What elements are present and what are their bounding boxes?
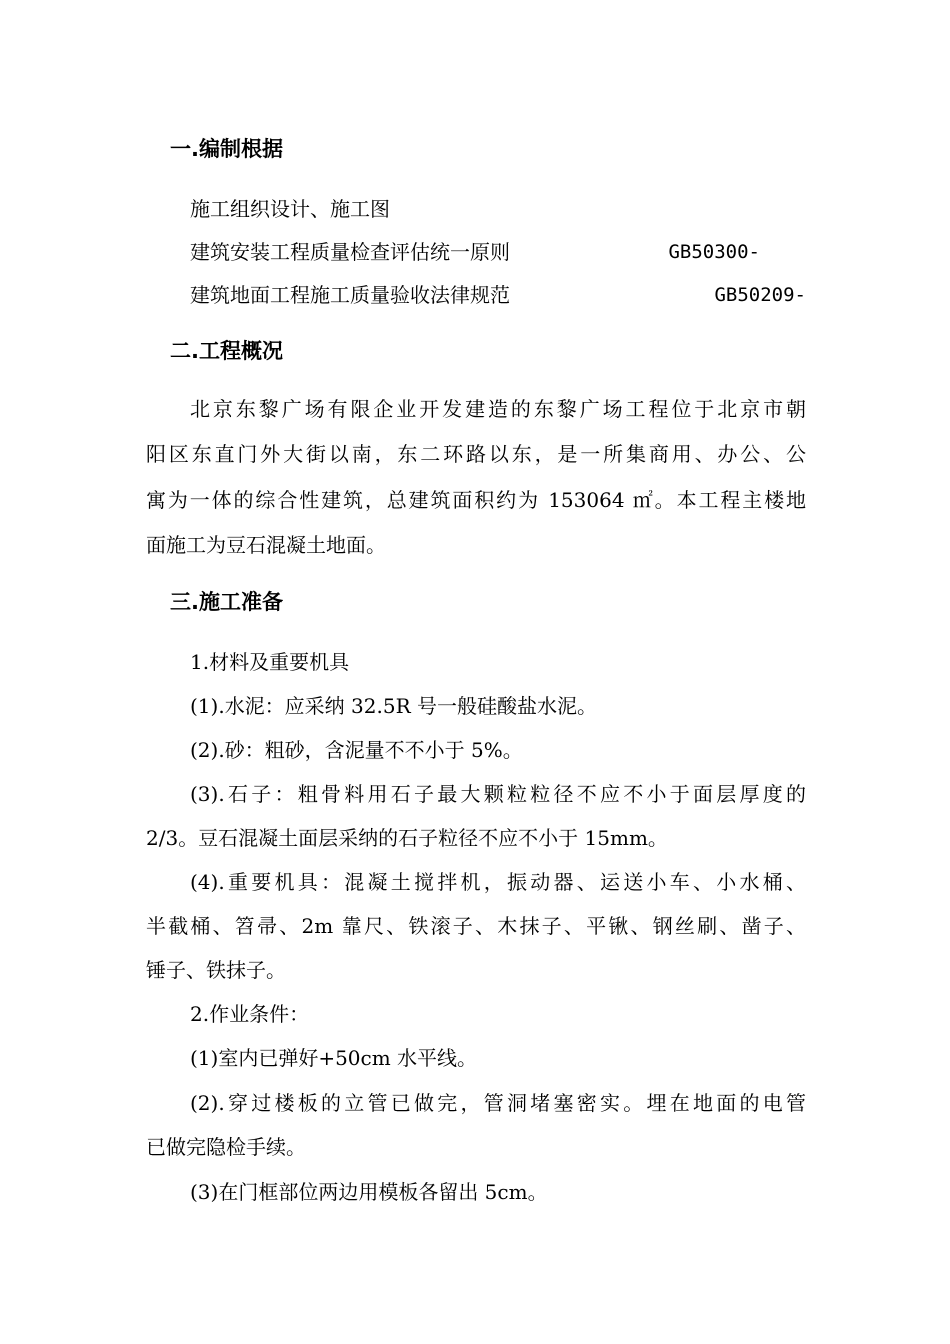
standard-code: GB50209-	[714, 284, 806, 306]
preparation-line: 1.材料及重要机具	[190, 650, 350, 674]
standard-code: GB50300-	[668, 241, 760, 263]
overview-line: 面施工为豆石混凝土地面。	[146, 533, 386, 557]
preparation-line: (1)室内已弹好+50cm 水平线。	[190, 1046, 478, 1070]
basis-line: 施工组织设计、施工图	[190, 197, 390, 221]
preparation-line: 2/3。豆石混凝土面层采纳的石子粒径不应不小于 15mm。	[146, 826, 668, 850]
preparation-line: (1).水泥：应采纳 32.5R 号一般硅酸盐水泥。	[190, 694, 597, 718]
preparation-line: (2).穿过楼板的立管已做完，管洞堵塞密实。埋在地面的电管	[190, 1091, 806, 1115]
preparation-line: (3).石子：粗骨料用石子最大颗粒粒径不应不小于面层厚度的	[190, 782, 806, 806]
preparation-line: 锤子、铁抹子。	[146, 958, 286, 982]
overview-line: 寓为一体的综合性建筑，总建筑面积约为 153064 ㎡。本工程主楼地	[146, 488, 806, 512]
preparation-line: 半截桶、笤帚、2m 靠尺、铁滚子、木抹子、平锹、钢丝刷、凿子、	[146, 914, 806, 938]
section-title-preparation: 三.施工准备	[170, 590, 283, 614]
standard-row	[190, 238, 806, 266]
preparation-line: 已做完隐检手续。	[146, 1135, 306, 1159]
standard-name: 建筑地面工程施工质量验收法律规范	[190, 283, 510, 307]
overview-line: 阳区东直门外大街以南，东二环路以东，是一所集商用、办公、公	[146, 442, 806, 466]
section-title-basis: 一.编制根据	[170, 137, 283, 161]
standard-row	[190, 281, 806, 309]
section-title-overview: 二.工程概况	[170, 339, 283, 363]
preparation-line: (2).砂：粗砂，含泥量不不小于 5%。	[190, 738, 523, 762]
standard-name: 建筑安装工程质量检查评估统一原则	[190, 240, 510, 264]
preparation-line: 2.作业条件：	[190, 1002, 310, 1026]
preparation-line: (3)在门框部位两边用模板各留出 5cm。	[190, 1180, 548, 1204]
overview-line: 北京东黎广场有限企业开发建造的东黎广场工程位于北京市朝	[190, 397, 806, 421]
preparation-line: (4).重要机具：混凝土搅拌机，振动器、运送小车、小水桶、	[190, 870, 806, 894]
